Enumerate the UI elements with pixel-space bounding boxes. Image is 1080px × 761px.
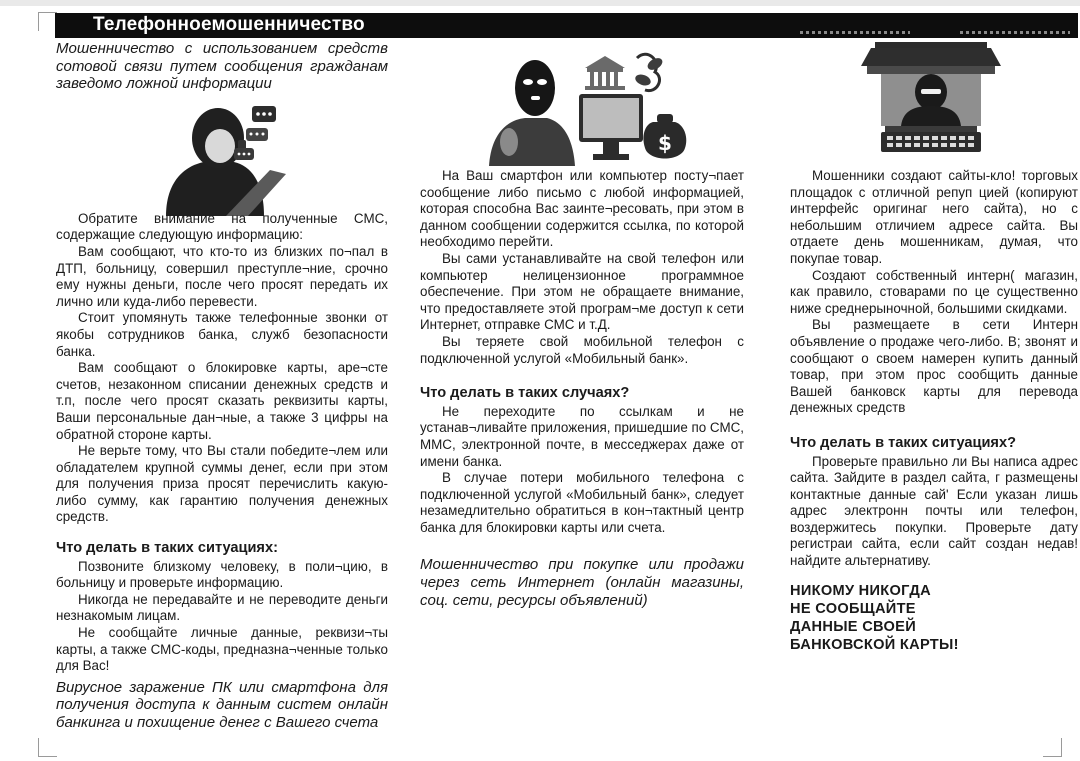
title-bar (55, 13, 1078, 38)
paragraph: Вам сообщают о блокировке карты, аре¬сте счетов, незаконном списании денежных средств и т.п, после чего просят сказать реквизиты карты, Ваши персональные дан¬ные, а также 3 цифры на обратной стороне карты. (56, 360, 388, 442)
tip-paragraph: Не переходите по ссылкам и не устанав¬ливайте приложения, пришедшие по СМС, ММС, электронной почте, в месседжерах даже от имени банка. (420, 403, 744, 469)
page-edge (0, 0, 1080, 6)
tip-paragraph: Позвоните близкому человеку, в поли¬цию, в больницу и проверьте информацию. (56, 558, 388, 591)
warning-line: БАНКОВСКОЙ КАРТЫ! (790, 636, 959, 653)
svg-text:$: $ (658, 131, 672, 155)
column-phone-fraud (56, 40, 388, 732)
paragraph: На Ваш смартфон или компьютер посту¬пает сообщение либо письмо с любой информацией, которая способна Вас заинте¬ресовать, при этом в данном сообщении содержится ссылка, по которой необходимо перейти. (420, 168, 744, 250)
paragraph: Мошенники создают сайты-кло! торговых площадок с отличной репуп цией (копируют интерфейс оригинаг него сайта), но с небольшим отличием адресе сайта. Вы отдаете день мошенникам, думая, что покупае товар. (790, 168, 1078, 266)
warning-line: НЕ СООБЩАЙТЕ (790, 600, 916, 617)
paragraph: Стоит упомянуть также телефонные звонки от якобы сотрудников банка, служб безопасности банка. (56, 310, 388, 359)
paragraph: Вам сообщают, что кто-то из близких по¬пал в ДТП, больницу, совершил преступле¬ние, срочно ему нужны деньги, после чего просят передать их лично или куда-либо перевести. (56, 243, 388, 309)
crop-mark (38, 738, 57, 757)
tip-paragraph: Не сообщайте личные данные, реквизи¬ты карты, а также СМС-коды, предназна¬ченные только для Вас! (56, 625, 388, 674)
tip-paragraph: Никогда не передавайте и не переводите деньги незнакомым лицам. (56, 591, 388, 624)
closing-heading: Вирусное заражение ПК или смартфона для получения доступа к данным систем онлайн банкинга и похищение денег с Вашего счета (56, 678, 388, 731)
intro-heading: Мошенничество с использованием средств сотовой связи путем сообщения гражданам заведомо ложной информации (56, 40, 388, 93)
bar-texture (800, 31, 910, 34)
column-virus-infection (420, 168, 744, 609)
bar-texture (960, 31, 1070, 34)
warning-line: ДАННЫЕ СВОЕЙ (790, 618, 916, 635)
paragraph: Вы теряете свой мобильной телефон с подключенной услугой «Мобильный банк». (420, 333, 744, 366)
section-heading: Что делать в таких ситуациях? (790, 434, 1016, 451)
page-title: Телефонноемошенничество (93, 14, 365, 35)
thieves-computer-illustration (485, 38, 695, 166)
section-heading: Что делать в таких случаях? (420, 385, 630, 402)
warning-line: НИКОМУ НИКОГДА (790, 582, 931, 599)
closing-heading: Мошенничество при покупке или продажи через сеть Интернет (онлайн магазины, соц. сети, ресурсы объявлений) (420, 556, 744, 609)
paragraph: Не верьте тому, что Вы стали победите¬лем или обладателем крупной суммы денег, если при этом для получения приза просят перечислить какую-либо сумму, как гарантию получения денежных средств. (56, 443, 388, 525)
paragraph: Вы размещаете в сети Интерн объявление о продаже чего-либо. В; звонят и сообщают о своем намерен купить данный товар, при этом прос сообщить данные Вашей банковск карты для перевода денежных средств (790, 317, 1078, 416)
crop-mark (1043, 738, 1062, 757)
online-shop-thief-illustration (855, 40, 1007, 152)
section-heading: Что делать в таких ситуациях: (56, 540, 278, 557)
tip-paragraph: В случае потери мобильного телефона с подключенной услугой «Мобильный банк», следует незамедлительно обратиться в кон¬тактный центр банка для блокировки карты или счета. (420, 470, 744, 535)
column-online-shopping (790, 168, 1078, 654)
paragraph: Вы сами устанавливайте на свой телефон или компьютер нелицензионное программное обеспечение. При этом не обращаете внимание, что предоставляете этой програм¬ме доступ к сети Интернет, отправке СМС и т.Д. (420, 250, 744, 333)
paragraph: Обратите внимание на полученные СМС, содержащие следующую информацию: (56, 210, 388, 243)
tip-paragraph: Проверьте правильно ли Вы написа адрес сайта. Зайдите в раздел сайта, г размещены контактные данные сай' Если указан лишь адрес электронн почты или телефон, воздержитесь покупки. Проверьте дату регистраи сайта, если сайт создан недав! найдите альтернативу. (790, 453, 1078, 569)
paragraph: Создают собственный интерн( магазин, как правило, стоварами по це существенно ниже среднерыночной, большими скидками. (790, 267, 1078, 316)
